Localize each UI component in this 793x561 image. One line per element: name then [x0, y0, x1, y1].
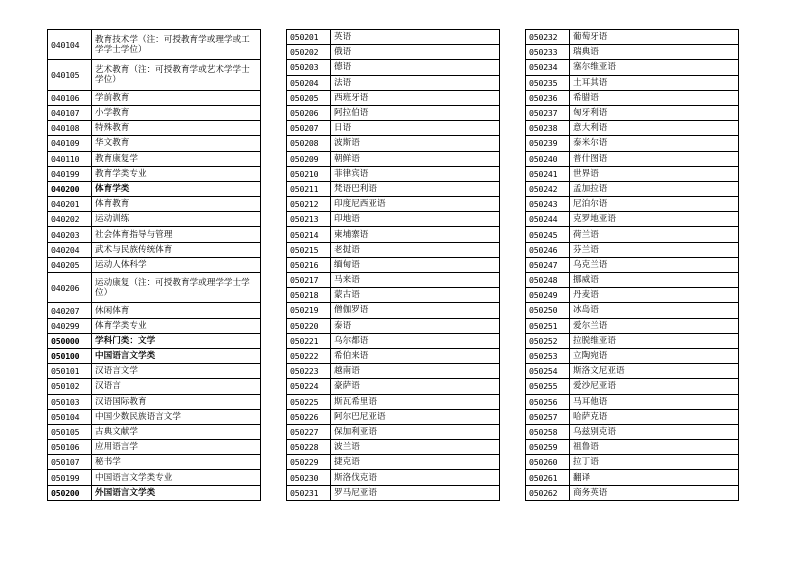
major-code: 040205: [48, 257, 92, 272]
major-code: 050203: [287, 60, 331, 75]
table-row: [526, 121, 739, 136]
major-code: 050223: [287, 364, 331, 379]
major-code: 050211: [287, 181, 331, 196]
major-name: 荷兰语: [570, 227, 739, 242]
major-code: 050217: [287, 273, 331, 288]
table-row: [287, 75, 500, 90]
table-row: [48, 485, 261, 500]
major-name: 世界语: [570, 166, 739, 181]
major-name: 拉脱维亚语: [570, 333, 739, 348]
major-name: 德语: [331, 60, 500, 75]
table-row: [287, 318, 500, 333]
table-row: [526, 105, 739, 120]
major-name: 尼泊尔语: [570, 197, 739, 212]
major-code: 050209: [287, 151, 331, 166]
major-code: 050235: [526, 75, 570, 90]
table-row: [287, 105, 500, 120]
major-code: 050218: [287, 288, 331, 303]
major-code: 050216: [287, 257, 331, 272]
table-row: [48, 197, 261, 212]
table-row: [287, 227, 500, 242]
major-code: 050212: [287, 197, 331, 212]
major-code: 050246: [526, 242, 570, 257]
major-name: 挪威语: [570, 273, 739, 288]
major-name: 运动人体科学: [92, 257, 261, 272]
table-row: [526, 379, 739, 394]
major-name: 古典文献学: [92, 424, 261, 439]
major-code: 050226: [287, 409, 331, 424]
major-code: 040199: [48, 166, 92, 181]
major-code: 050254: [526, 364, 570, 379]
table-row: [287, 348, 500, 363]
major-name: 乌克兰语: [570, 257, 739, 272]
major-name: 芬兰语: [570, 242, 739, 257]
table-row: [287, 409, 500, 424]
major-name: 缅甸语: [331, 257, 500, 272]
table-row: [526, 197, 739, 212]
table-row: [526, 348, 739, 363]
major-code: 040207: [48, 303, 92, 318]
table-row: [48, 348, 261, 363]
major-name: 立陶宛语: [570, 348, 739, 363]
table-row: [287, 212, 500, 227]
major-name: 拉丁语: [570, 455, 739, 470]
major-code: 050101: [48, 364, 92, 379]
table-row: [287, 424, 500, 439]
table-row: [526, 424, 739, 439]
table-row: [287, 166, 500, 181]
major-name: 特殊教育: [92, 121, 261, 136]
major-name: 斯瓦希里语: [331, 394, 500, 409]
major-name: 罗马尼亚语: [331, 485, 500, 500]
table-row: [48, 30, 261, 60]
major-name: 克罗地亚语: [570, 212, 739, 227]
table-row: [526, 288, 739, 303]
major-code: 050207: [287, 121, 331, 136]
major-name: 英语: [331, 30, 500, 45]
table-row: [287, 90, 500, 105]
table-row: [526, 257, 739, 272]
table-row: [287, 197, 500, 212]
major-name: 僧伽罗语: [331, 303, 500, 318]
table-row: [287, 136, 500, 151]
table-row: [287, 440, 500, 455]
major-name: 意大利语: [570, 121, 739, 136]
table-row: [48, 394, 261, 409]
table-row: [287, 470, 500, 485]
major-name: 希腊语: [570, 90, 739, 105]
table-row: [526, 136, 739, 151]
major-name: 印度尼西亚语: [331, 197, 500, 212]
major-code: 050256: [526, 394, 570, 409]
table-row: [526, 30, 739, 45]
major-code: 050231: [287, 485, 331, 500]
table-row: [526, 151, 739, 166]
table-row: [526, 409, 739, 424]
table-row: [526, 45, 739, 60]
table-row: [526, 60, 739, 75]
major-name: 教育康复学: [92, 151, 261, 166]
major-code: 040202: [48, 212, 92, 227]
major-code: 050250: [526, 303, 570, 318]
table-row: [526, 318, 739, 333]
major-name: 汉语言文学: [92, 364, 261, 379]
major-code: 050248: [526, 273, 570, 288]
major-code: 050253: [526, 348, 570, 363]
table-row: [48, 181, 261, 196]
table-row: [287, 30, 500, 45]
table-row: [526, 470, 739, 485]
table-row: [48, 136, 261, 151]
major-code: 050219: [287, 303, 331, 318]
table-row: [526, 303, 739, 318]
major-code: 040206: [48, 273, 92, 303]
major-code: 050238: [526, 121, 570, 136]
table-row: [48, 90, 261, 105]
table-row: [526, 455, 739, 470]
table-row: [526, 364, 739, 379]
major-table-column-1: [47, 29, 261, 501]
table-row: [48, 424, 261, 439]
major-name: 梵语巴利语: [331, 181, 500, 196]
table-row: [526, 333, 739, 348]
major-name: 马来语: [331, 273, 500, 288]
major-name: 波兰语: [331, 440, 500, 455]
table-row: [526, 90, 739, 105]
table-row: [287, 242, 500, 257]
major-name: 乌兹别克语: [570, 424, 739, 439]
table-row: [526, 242, 739, 257]
major-code: 050104: [48, 409, 92, 424]
major-code: 050229: [287, 455, 331, 470]
table-row: [48, 121, 261, 136]
major-code: 050245: [526, 227, 570, 242]
major-code: 050261: [526, 470, 570, 485]
major-code: 050236: [526, 90, 570, 105]
major-name: 泰语: [331, 318, 500, 333]
table-row: [48, 242, 261, 257]
table-row: [526, 181, 739, 196]
major-name: 中国语言文学类专业: [92, 470, 261, 485]
major-name: 休闲体育: [92, 303, 261, 318]
major-code: 050260: [526, 455, 570, 470]
major-code: 040299: [48, 318, 92, 333]
major-code: 050258: [526, 424, 570, 439]
major-name: 越南语: [331, 364, 500, 379]
major-code: 050243: [526, 197, 570, 212]
major-name: 匈牙利语: [570, 105, 739, 120]
major-name: 斯洛伐克语: [331, 470, 500, 485]
major-name: 土耳其语: [570, 75, 739, 90]
major-code: 050106: [48, 440, 92, 455]
major-code: 050000: [48, 333, 92, 348]
major-name: 小学教育: [92, 105, 261, 120]
major-code: 050107: [48, 455, 92, 470]
major-name: 祖鲁语: [570, 440, 739, 455]
table-row: [287, 257, 500, 272]
major-code: 050233: [526, 45, 570, 60]
major-name: 印地语: [331, 212, 500, 227]
major-name: 汉语言: [92, 379, 261, 394]
major-code: 050257: [526, 409, 570, 424]
major-code: 050105: [48, 424, 92, 439]
major-name: 捷克语: [331, 455, 500, 470]
major-code: 050200: [48, 485, 92, 500]
major-code: 050222: [287, 348, 331, 363]
major-code: 050201: [287, 30, 331, 45]
table-row: [287, 288, 500, 303]
major-name: 体育教育: [92, 197, 261, 212]
major-code: 040109: [48, 136, 92, 151]
major-code: 050228: [287, 440, 331, 455]
major-name: 希伯来语: [331, 348, 500, 363]
major-code: 050208: [287, 136, 331, 151]
major-code: 050205: [287, 90, 331, 105]
major-name: 豪萨语: [331, 379, 500, 394]
table-row: [48, 60, 261, 90]
major-code: 040108: [48, 121, 92, 136]
major-code: 050241: [526, 166, 570, 181]
major-code: 050206: [287, 105, 331, 120]
major-code: 050244: [526, 212, 570, 227]
table-row: [526, 273, 739, 288]
table-row: [287, 151, 500, 166]
table-row: [287, 181, 500, 196]
major-code: 050249: [526, 288, 570, 303]
table-row: [48, 257, 261, 272]
major-name: 菲律宾语: [331, 166, 500, 181]
major-code: 050251: [526, 318, 570, 333]
major-name: 冰岛语: [570, 303, 739, 318]
major-code: 040110: [48, 151, 92, 166]
table-row: [48, 166, 261, 181]
major-name: 蒙古语: [331, 288, 500, 303]
table-row: [48, 151, 261, 166]
major-name: 泰米尔语: [570, 136, 739, 151]
table-row: [48, 409, 261, 424]
major-code: 050214: [287, 227, 331, 242]
major-name: 柬埔寨语: [331, 227, 500, 242]
major-table-column-2: [286, 29, 500, 501]
table-row: [48, 273, 261, 303]
major-code: 040107: [48, 105, 92, 120]
major-name: 学前教育: [92, 90, 261, 105]
major-code: 050247: [526, 257, 570, 272]
table-row: [48, 364, 261, 379]
major-code: 050242: [526, 181, 570, 196]
table-row: [287, 45, 500, 60]
table-row: [287, 455, 500, 470]
major-name: 法语: [331, 75, 500, 90]
major-name: 瑞典语: [570, 45, 739, 60]
major-name: 日语: [331, 121, 500, 136]
table-row: [287, 60, 500, 75]
table-row: [48, 470, 261, 485]
major-name: 丹麦语: [570, 288, 739, 303]
major-name: 教育学类专业: [92, 166, 261, 181]
table-row: [287, 273, 500, 288]
table-row: [287, 379, 500, 394]
major-code: 040200: [48, 181, 92, 196]
major-name: 西班牙语: [331, 90, 500, 105]
major-code: 050204: [287, 75, 331, 90]
table-row: [48, 227, 261, 242]
major-code: 040204: [48, 242, 92, 257]
major-code: 040201: [48, 197, 92, 212]
major-code: 050240: [526, 151, 570, 166]
table-row: [526, 394, 739, 409]
table-row: [287, 364, 500, 379]
major-name: 爱尔兰语: [570, 318, 739, 333]
major-code: 040106: [48, 90, 92, 105]
table-row: [48, 379, 261, 394]
major-name: 保加利亚语: [331, 424, 500, 439]
major-code: 050262: [526, 485, 570, 500]
table-row: [526, 440, 739, 455]
table-row: [287, 485, 500, 500]
major-table-column-3: [525, 29, 739, 501]
major-name: 爱沙尼亚语: [570, 379, 739, 394]
major-code: 050215: [287, 242, 331, 257]
major-name: 俄语: [331, 45, 500, 60]
table-row: [526, 166, 739, 181]
major-code: 050232: [526, 30, 570, 45]
table-row: [48, 455, 261, 470]
major-code: 050103: [48, 394, 92, 409]
major-code: 050227: [287, 424, 331, 439]
major-name: 教育技术学（注：可授教育学或理学或工学学士学位）: [92, 30, 261, 60]
table-row: [526, 485, 739, 500]
major-code: 050255: [526, 379, 570, 394]
major-name: 朝鲜语: [331, 151, 500, 166]
major-name: 武术与民族传统体育: [92, 242, 261, 257]
table-row: [526, 212, 739, 227]
major-code: 050225: [287, 394, 331, 409]
table-row: [287, 333, 500, 348]
major-name: 运动康复（注：可授教育学或理学学士学位）: [92, 273, 261, 303]
table-row: [526, 227, 739, 242]
major-name: 学科门类：文学: [92, 333, 261, 348]
major-code: 050102: [48, 379, 92, 394]
major-code: 050100: [48, 348, 92, 363]
major-name: 哈萨克语: [570, 409, 739, 424]
major-name: 体育学类: [92, 181, 261, 196]
major-code: 050224: [287, 379, 331, 394]
table-row: [287, 303, 500, 318]
major-name: 体育学类专业: [92, 318, 261, 333]
major-name: 普什图语: [570, 151, 739, 166]
major-name: 阿拉伯语: [331, 105, 500, 120]
major-code: 050199: [48, 470, 92, 485]
major-name: 翻译: [570, 470, 739, 485]
major-code: 050259: [526, 440, 570, 455]
major-code: 050239: [526, 136, 570, 151]
table-row: [48, 440, 261, 455]
major-name: 葡萄牙语: [570, 30, 739, 45]
major-code: 040105: [48, 60, 92, 90]
major-name: 应用语言学: [92, 440, 261, 455]
major-name: 汉语国际教育: [92, 394, 261, 409]
major-name: 运动训练: [92, 212, 261, 227]
major-code: 050213: [287, 212, 331, 227]
major-code: 050252: [526, 333, 570, 348]
major-code: 050220: [287, 318, 331, 333]
major-name: 秘书学: [92, 455, 261, 470]
major-name: 孟加拉语: [570, 181, 739, 196]
table-row: [287, 394, 500, 409]
major-name: 商务英语: [570, 485, 739, 500]
major-name: 外国语言文学类: [92, 485, 261, 500]
table-row: [287, 121, 500, 136]
major-name: 斯洛文尼亚语: [570, 364, 739, 379]
table-row: [48, 303, 261, 318]
major-code: 050230: [287, 470, 331, 485]
table-row: [526, 75, 739, 90]
major-code: 050234: [526, 60, 570, 75]
major-code: 050210: [287, 166, 331, 181]
table-row: [48, 212, 261, 227]
major-name: 塞尔维亚语: [570, 60, 739, 75]
major-code: 040203: [48, 227, 92, 242]
major-name: 马耳他语: [570, 394, 739, 409]
major-code: 050221: [287, 333, 331, 348]
major-code: 040104: [48, 30, 92, 60]
major-name: 社会体育指导与管理: [92, 227, 261, 242]
major-name: 中国少数民族语言文学: [92, 409, 261, 424]
major-name: 波斯语: [331, 136, 500, 151]
major-code: 050202: [287, 45, 331, 60]
major-name: 华文教育: [92, 136, 261, 151]
major-name: 艺术教育（注：可授教育学或艺术学学士学位）: [92, 60, 261, 90]
major-name: 乌尔都语: [331, 333, 500, 348]
table-row: [48, 105, 261, 120]
major-name: 阿尔巴尼亚语: [331, 409, 500, 424]
table-row: [48, 318, 261, 333]
major-name: 老挝语: [331, 242, 500, 257]
major-code: 050237: [526, 105, 570, 120]
major-name: 中国语言文学类: [92, 348, 261, 363]
table-row: [48, 333, 261, 348]
